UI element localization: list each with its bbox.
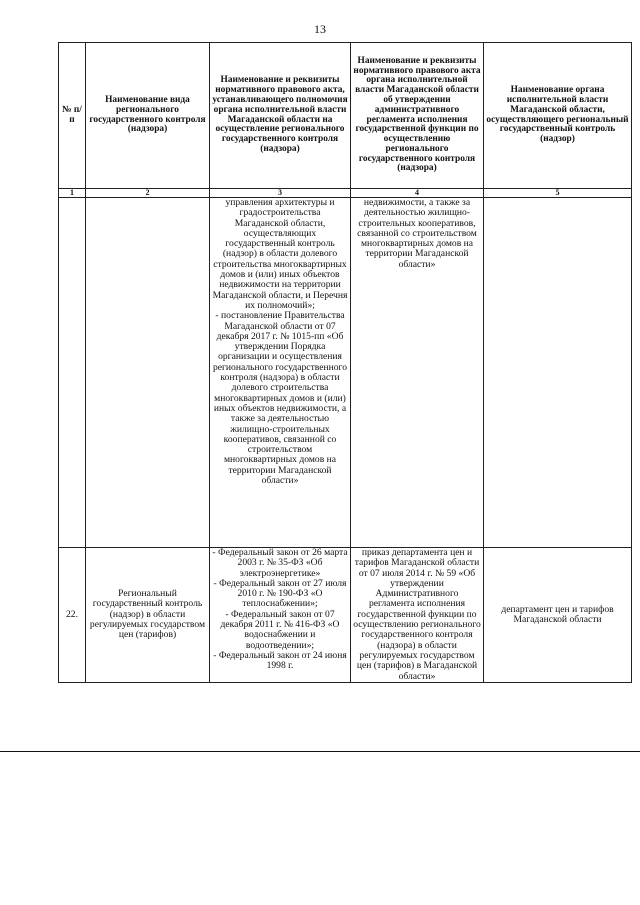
cell-regulation-act	[351, 548, 484, 683]
cell-authority: департамент цен и тарифов Магаданской области	[484, 548, 632, 683]
header-regulation-act: Наименование и реквизиты нормативного правового акта органа исполнительной власти Магаданской области об утверждении административного регламента исполнения государственной функции по осуществлению регионального государственного контроля (надзора)	[351, 43, 484, 189]
cell-number: 22.	[59, 548, 86, 683]
cell-authority	[484, 198, 632, 548]
regulation-table	[58, 42, 632, 683]
header-control-type: Наименование вида регионального государственного контроля (надзора)	[86, 43, 210, 189]
column-number: 5	[484, 189, 632, 198]
cell-regulation-act-text: приказ департамента цен и тарифов Магаданской области от 07 июля 2014 г. № 59 «Об утверждении Административного регламента исполнения государственной функции по осуществлению регионального государственного контроля (надзора) в области регулируемых государством цен (тарифов) в Магаданской области»	[353, 547, 481, 682]
cell-legal-act-text: управления архитектуры и градостроительства Магаданской области, осуществляющих государственный контроль (надзор) в области долевого строительства многоквартирных домов и (или) иных объектов недвижимости на территории Магаданской области, и Перечня их полномочий»; - постановление Правительства Магаданской области от 07 декабря 2017 г. № 1015-пп «Об утверждении Порядка организации и осуществления регионального государственного контроля (надзора) в области долевого строительства многоквартирных домов и (или) иных объектов недвижимости, а также за деятельностью жилищно-строительных кооперативов, связанной со строительством многоквартирных домов на территории Магаданской области»	[212, 197, 348, 487]
table-row-22	[59, 548, 632, 683]
column-number: 3	[210, 189, 351, 198]
column-number: 4	[351, 189, 484, 198]
cell-regulation-act	[351, 198, 484, 548]
column-number: 1	[59, 189, 86, 198]
header-legal-act: Наименование и реквизиты нормативного правового акта, устанавливающего полномочия органа исполнительной власти Магаданской области на осуществление регионального государственного контроля (надзора)	[210, 43, 351, 189]
footer-divider	[0, 751, 640, 752]
page-number: 13	[314, 22, 326, 36]
table-row-continuation	[59, 198, 632, 548]
cell-regulation-act-text: недвижимости, а также за деятельностью жилищно-строительных кооперативов, связанной со строительством многоквартирных домов на территории Магаданской области»	[357, 197, 477, 270]
cell-legal-act-text: - Федеральный закон от 26 марта 2003 г. № 35-ФЗ «Об электроэнергетике» - Федеральный закон от 27 июля 2010 г. № 190-ФЗ «О теплоснабжении»; - Федеральный закон от 07 декабря 2011 г. № 416-ФЗ «О водоснабжении и водоотведении»; - Федеральный закон от 24 июня 1998 г.	[212, 547, 348, 672]
header-authority: Наименование органа исполнительной власти Магаданской области, осуществляющего региональный государственный контроль (надзор)	[484, 43, 632, 189]
cell-control-type: Региональный государственный контроль (надзор) в области регулируемых государством цен (тарифов)	[86, 548, 210, 683]
cell-legal-act	[210, 548, 351, 683]
table-header-row	[59, 43, 632, 189]
cell-number	[59, 198, 86, 548]
column-number: 2	[86, 189, 210, 198]
column-number-row	[59, 189, 632, 198]
header-number: № п/п	[59, 43, 86, 189]
cell-legal-act	[210, 198, 351, 548]
cell-control-type	[86, 198, 210, 548]
